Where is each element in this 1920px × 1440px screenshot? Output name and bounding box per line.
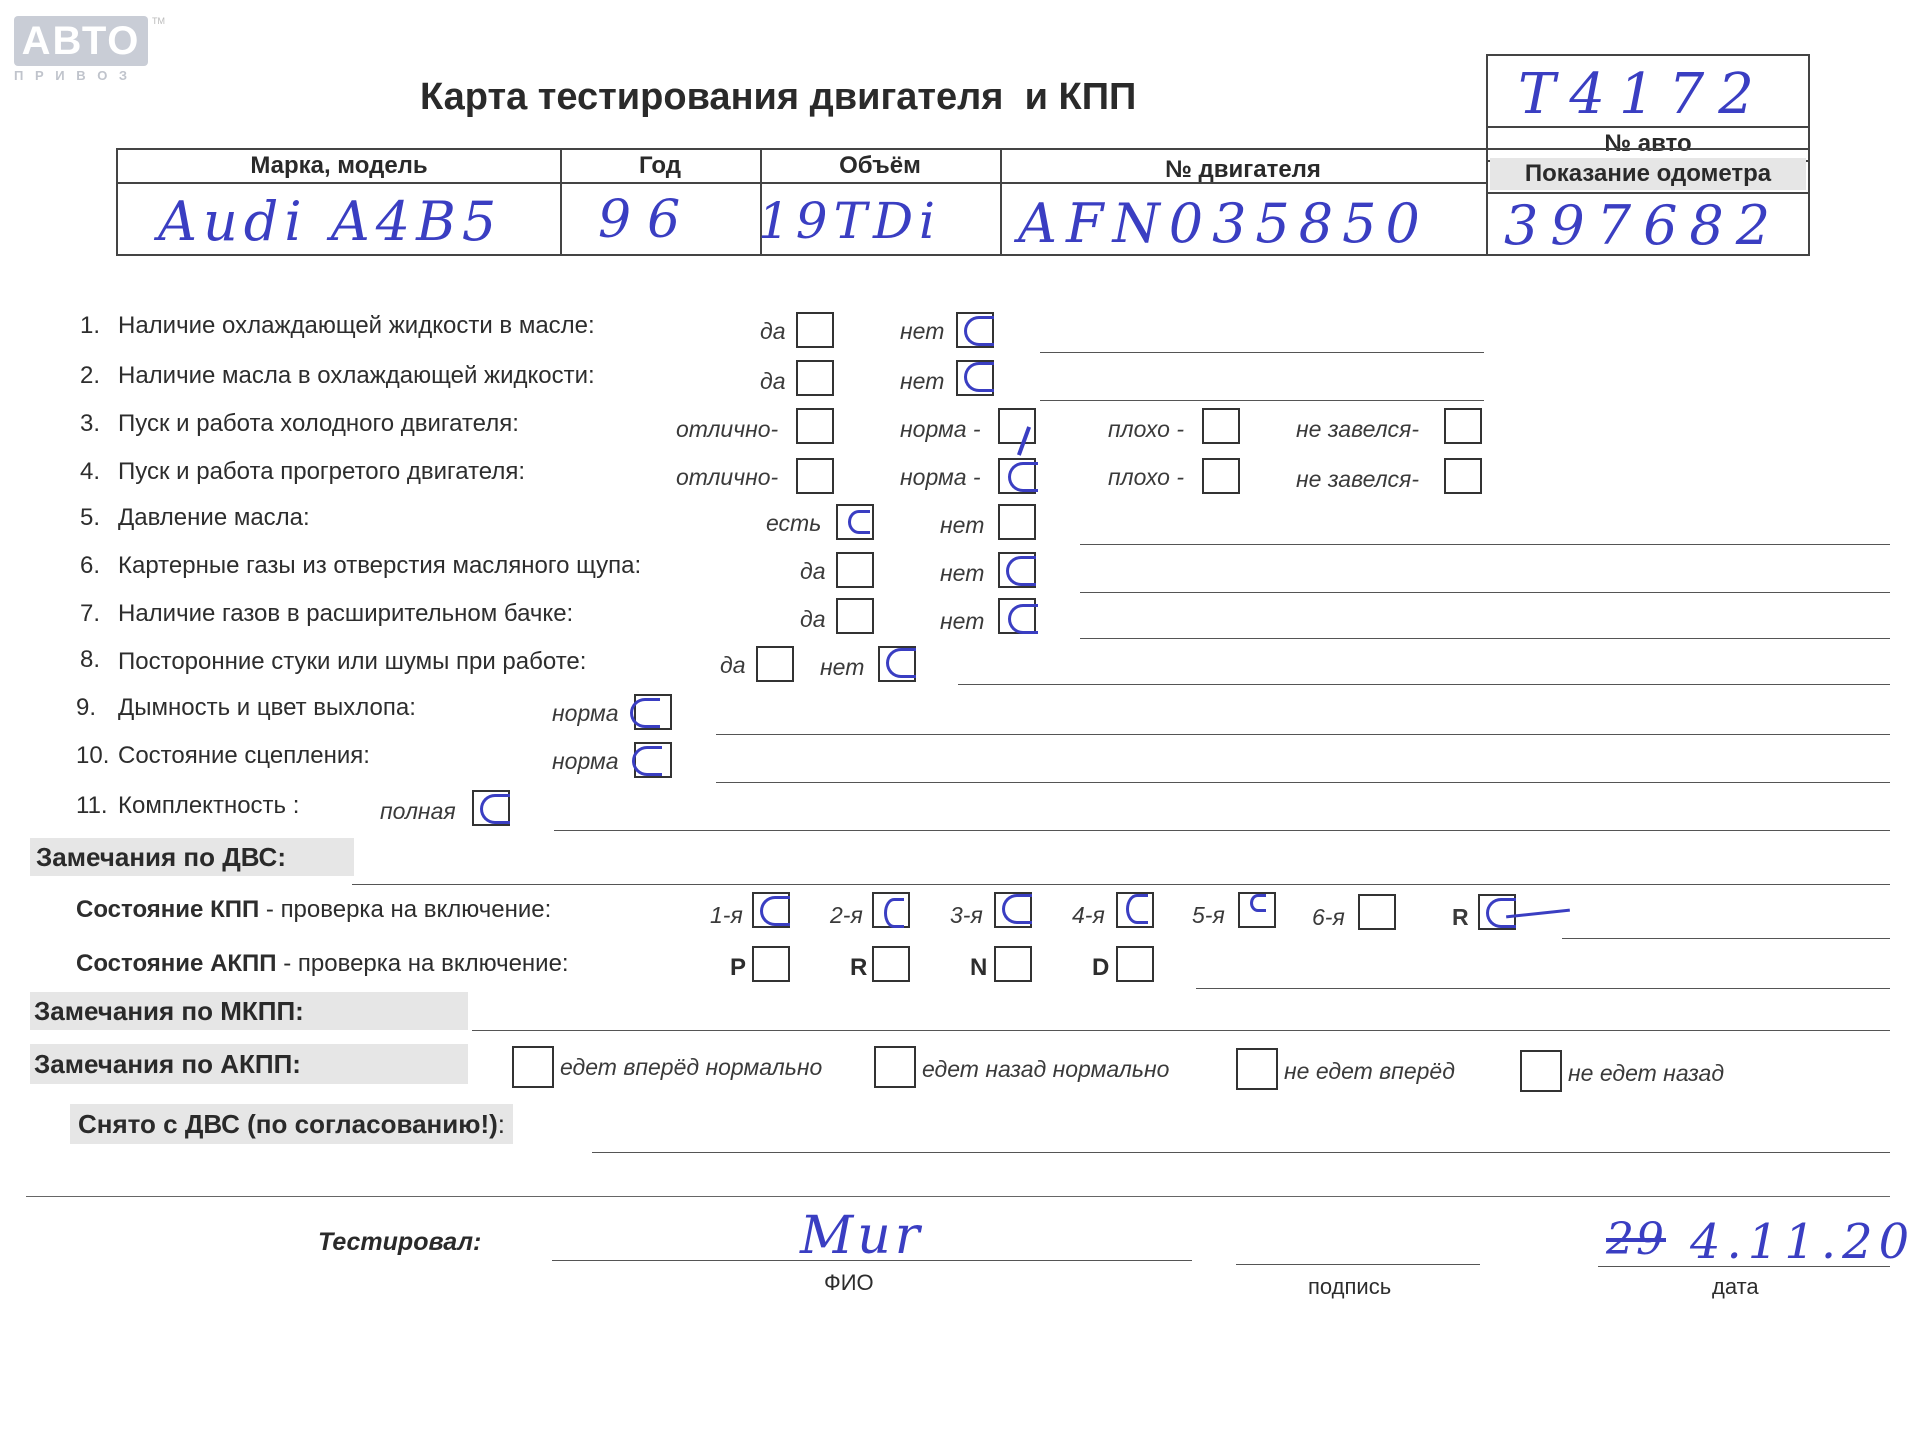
item-label: Комплектность :	[118, 792, 300, 819]
logo-main: АВТО	[14, 16, 148, 66]
date-value: 4.11.20	[1690, 1214, 1916, 1270]
gear-label: 2-я	[830, 902, 863, 928]
comment-line[interactable]	[1080, 592, 1890, 593]
gear-label: 6-я	[1312, 904, 1345, 930]
gear-checkbox[interactable]	[1358, 894, 1396, 930]
option-normal-label: норма -	[900, 416, 981, 442]
option-normal-checkbox[interactable]	[634, 694, 672, 730]
check-mark	[1008, 462, 1038, 492]
check-mark	[480, 794, 510, 824]
signature-line[interactable]	[1236, 1264, 1480, 1265]
akpp-option-label: едет назад нормально	[922, 1056, 1170, 1082]
gear-label: 1-я	[710, 902, 743, 928]
col-year: Год	[639, 152, 681, 179]
col-make-model: Марка, модель	[250, 152, 428, 179]
option-yes-label: да	[760, 318, 786, 344]
option-not-started-checkbox[interactable]	[1444, 408, 1482, 444]
akpp-remarks-label: Замечания по АКПП:	[30, 1044, 468, 1084]
option-yes-checkbox[interactable]	[836, 598, 874, 634]
option-no-label: нет	[940, 560, 985, 586]
mkpp-remarks-line[interactable]	[472, 1030, 1890, 1031]
option-no-checkbox[interactable]	[878, 646, 916, 682]
option-yes-label: есть	[766, 510, 822, 536]
comment-line[interactable]	[1040, 400, 1484, 401]
item-label: Наличие масла в охлаждающей жидкости:	[118, 362, 595, 389]
kpp-check-label-rest: - проверка на включение:	[259, 896, 552, 923]
akpp-option-checkbox[interactable]	[1520, 1050, 1562, 1092]
option-no-label: нет	[900, 368, 945, 394]
mode-checkbox[interactable]	[994, 946, 1032, 982]
option-yes-checkbox[interactable]	[836, 504, 874, 540]
removed-label-bold: Снято с ДВС (по согласованию!)	[78, 1109, 498, 1139]
comment-line[interactable]	[1040, 352, 1484, 353]
kpp-check-label-bold: Состояние КПП	[76, 896, 260, 923]
gear-label: 4-я	[1072, 902, 1105, 928]
akpp-option-label: не едет назад	[1568, 1060, 1725, 1086]
gear-checkbox[interactable]	[1116, 892, 1154, 928]
option-excellent-label: отлично-	[676, 464, 779, 490]
comment-line[interactable]	[1080, 638, 1890, 639]
option-excellent-label: отлично-	[676, 416, 779, 442]
logo	[14, 16, 165, 83]
option-normal-label: норма	[552, 748, 619, 774]
check-mark	[1017, 426, 1031, 456]
check-mark	[884, 898, 904, 928]
option-yes-label: да	[720, 652, 746, 678]
comment-line[interactable]	[1080, 544, 1890, 545]
mode-checkbox[interactable]	[752, 946, 790, 982]
date-struck-value: 29	[1606, 1214, 1666, 1265]
comment-line[interactable]	[716, 734, 1890, 735]
item-number: 11.	[76, 792, 108, 819]
option-no-checkbox[interactable]	[998, 598, 1036, 634]
option-yes-label: да	[760, 368, 786, 394]
col-volume: Объём	[839, 152, 921, 179]
comment-line[interactable]	[716, 782, 1890, 783]
comment-line[interactable]	[958, 684, 1890, 685]
logo-sub: П Р И В О З	[14, 68, 132, 83]
date-line[interactable]	[1598, 1266, 1890, 1267]
item-number: 9.	[76, 694, 97, 721]
auto-number-value: T4172	[1518, 62, 1768, 127]
item-number: 3.	[80, 410, 101, 437]
volume-value: 19TDi	[758, 192, 942, 250]
gear-checkbox[interactable]	[994, 892, 1032, 928]
item-label: Пуск и работа холодного двигателя:	[118, 410, 519, 437]
check-mark	[964, 316, 994, 346]
mode-checkbox[interactable]	[872, 946, 910, 982]
mode-label: N	[970, 954, 988, 981]
separator-line	[26, 1196, 1890, 1197]
gear-checkbox[interactable]	[872, 892, 910, 928]
check-mark	[886, 648, 916, 678]
option-not-started-label: не завелся-	[1296, 466, 1420, 492]
option-no-checkbox[interactable]	[956, 312, 994, 348]
akpp-option-checkbox[interactable]	[1236, 1048, 1278, 1090]
option-bad-label: плохо -	[1108, 416, 1184, 442]
item-label: Наличие охлаждающей жидкости в масле:	[118, 312, 595, 339]
option-yes-checkbox[interactable]	[796, 312, 834, 348]
option-no-label: нет	[820, 654, 865, 680]
check-mark	[1250, 894, 1266, 912]
kpp-comment-line[interactable]	[1562, 938, 1890, 939]
option-no-checkbox[interactable]	[956, 360, 994, 396]
gear-checkbox[interactable]	[1478, 894, 1516, 930]
engine-number-value: AFN035850	[1018, 192, 1429, 255]
make-model-value: Audi A4B5	[158, 190, 503, 253]
option-yes-label: да	[800, 558, 826, 584]
gear-label: R	[1452, 904, 1469, 930]
option-bad-label: плохо -	[1108, 464, 1184, 490]
option-normal-label: норма -	[900, 464, 981, 490]
fio-caption: ФИО	[824, 1270, 874, 1295]
header-table	[116, 148, 1810, 256]
option-bad-checkbox[interactable]	[1202, 408, 1240, 444]
mode-label: D	[1092, 954, 1110, 981]
option-excellent-checkbox[interactable]	[796, 408, 834, 444]
akpp-option-label: не едет вперёд	[1284, 1058, 1455, 1084]
check-mark	[1126, 894, 1148, 924]
item-number: 6.	[80, 552, 101, 579]
option-bad-checkbox[interactable]	[1202, 458, 1240, 494]
gear-checkbox[interactable]	[752, 892, 790, 928]
mkpp-remarks-label: Замечания по МКПП:	[30, 992, 468, 1030]
option-no-checkbox[interactable]	[998, 552, 1036, 588]
akpp-option-label: едет вперёд нормально	[560, 1054, 823, 1080]
item-label: Картерные газы из отверстия масляного щупа:	[118, 552, 642, 579]
check-mark	[632, 746, 662, 776]
check-mark	[1486, 898, 1516, 928]
item-label: Посторонние стуки или шумы при работе:	[118, 648, 587, 675]
option-not-started-label: не завелся-	[1296, 416, 1420, 442]
odometer-value: 397682	[1504, 194, 1783, 257]
mode-label: P	[730, 954, 747, 981]
option-yes-label: да	[800, 606, 826, 632]
check-mark	[1002, 894, 1032, 924]
akpp-option-checkbox[interactable]	[512, 1046, 554, 1088]
item-number: 4.	[80, 458, 101, 485]
check-mark	[848, 510, 870, 534]
option-excellent-checkbox[interactable]	[796, 458, 834, 494]
option-no-label: нет	[900, 318, 945, 344]
removed-label-rest: :	[497, 1109, 505, 1139]
year-value: 96	[598, 190, 697, 250]
item-label: Пуск и работа прогретого двигателя:	[118, 458, 526, 485]
item-label: Состояние сцепления:	[118, 742, 370, 769]
signature-caption: подпись	[1308, 1274, 1392, 1299]
auto-number-divider	[1488, 126, 1808, 128]
item-number: 7.	[80, 600, 101, 627]
check-mark	[1006, 556, 1036, 586]
akpp-check-label-rest: - проверка на включение:	[276, 950, 569, 977]
option-complete-label: полная	[380, 798, 456, 824]
option-normal-checkbox[interactable]	[998, 458, 1036, 494]
option-not-started-checkbox[interactable]	[1444, 458, 1482, 494]
odometer-label: Показание одометра	[1490, 158, 1806, 190]
option-yes-checkbox[interactable]	[756, 646, 794, 682]
fio-value: Mur	[800, 1206, 924, 1266]
item-number: 1.	[80, 312, 101, 339]
dvs-remarks-line[interactable]	[352, 884, 1890, 885]
akpp-comment-line[interactable]	[1196, 988, 1890, 989]
page-title: Карта тестирования двигателя и КПП	[420, 76, 1137, 118]
col-engine-number: № двигателя	[1165, 156, 1321, 183]
item-number: 5.	[80, 504, 101, 531]
option-no-checkbox[interactable]	[998, 504, 1036, 540]
item-number: 2.	[80, 362, 101, 389]
gear-checkbox[interactable]	[1238, 892, 1276, 928]
item-label: Дымность и цвет выхлопа:	[118, 694, 416, 721]
gear-label: 5-я	[1192, 902, 1225, 928]
check-mark	[630, 698, 660, 728]
gear-label: 3-я	[950, 902, 983, 928]
dvs-remarks-label: Замечания по ДВС:	[30, 838, 354, 876]
item-label: Наличие газов в расширительном бачке:	[118, 600, 574, 627]
check-mark	[760, 896, 790, 926]
removed-label	[70, 1104, 513, 1144]
option-no-label: нет	[940, 608, 985, 634]
logo-tm: TM	[152, 16, 165, 26]
auto-number-label: № авто	[1604, 130, 1692, 157]
option-complete-checkbox[interactable]	[472, 790, 510, 826]
option-normal-checkbox[interactable]	[634, 742, 672, 778]
kpp-check-label	[76, 896, 551, 924]
header-col-divider	[1486, 150, 1488, 254]
fio-line[interactable]	[552, 1260, 1192, 1261]
option-normal-label: норма	[552, 700, 619, 726]
date-caption: дата	[1712, 1274, 1759, 1299]
mode-checkbox[interactable]	[1116, 946, 1154, 982]
option-normal-checkbox[interactable]	[998, 408, 1036, 444]
item-number: 8.	[80, 646, 101, 673]
item-number: 10.	[76, 742, 110, 769]
item-label: Давление масла:	[118, 504, 310, 531]
check-mark	[1008, 604, 1038, 634]
mode-label: R	[850, 954, 868, 981]
tested-label: Тестировал:	[318, 1228, 482, 1256]
auto-number-box	[1486, 54, 1810, 162]
akpp-check-label	[76, 950, 569, 978]
akpp-check-label-bold: Состояние АКПП	[76, 950, 277, 977]
comment-line[interactable]	[554, 830, 1890, 831]
check-mark	[964, 362, 994, 392]
option-no-label: нет	[940, 512, 985, 538]
akpp-option-checkbox[interactable]	[874, 1046, 916, 1088]
option-yes-checkbox[interactable]	[836, 552, 874, 588]
removed-line[interactable]	[592, 1152, 1890, 1153]
option-yes-checkbox[interactable]	[796, 360, 834, 396]
